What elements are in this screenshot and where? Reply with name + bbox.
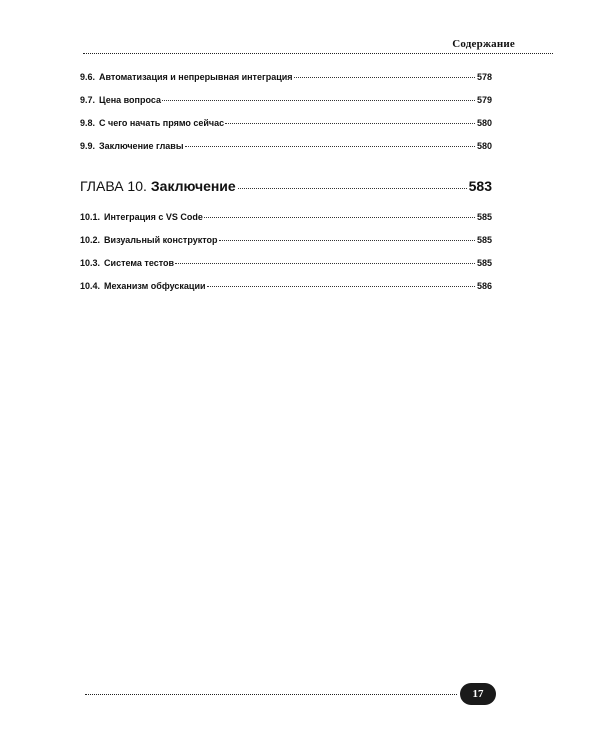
- page-number: 17: [472, 688, 484, 700]
- toc-entry-title: Автоматизация и непрерывная интеграция: [99, 72, 293, 82]
- leader-dots: [207, 286, 475, 287]
- toc-entry-page: 580: [476, 118, 492, 128]
- leader-dots: [294, 77, 475, 78]
- toc-entry-page: 578: [476, 72, 492, 82]
- toc-entry: [80, 257, 492, 269]
- leader-dots: [219, 240, 475, 241]
- toc-entry-page: 585: [476, 258, 492, 268]
- toc-entry-title: Заключение главы: [99, 141, 184, 151]
- toc-entry: [80, 211, 492, 223]
- chapter-page: 583: [468, 178, 492, 194]
- toc-entry-title: Цена вопроса: [99, 95, 161, 105]
- toc-entry: [80, 71, 492, 83]
- toc-entry-page: 586: [476, 281, 492, 291]
- toc-entry-number: 9.9.: [80, 141, 96, 151]
- toc-entry-number: 10.2.: [80, 235, 101, 245]
- toc-entry: [80, 94, 492, 106]
- toc-entry-number: 10.1.: [80, 212, 101, 222]
- chapter-prefix: ГЛАВА 10.: [80, 178, 147, 194]
- header-title: Содержание: [452, 38, 515, 50]
- chapter-title: Заключение: [150, 178, 236, 194]
- toc-entry: [80, 140, 492, 152]
- toc-entry: [80, 280, 492, 292]
- toc-entry-title: Визуальный конструктор: [104, 235, 218, 245]
- toc-entry-page: 585: [476, 235, 492, 245]
- running-header: [0, 38, 600, 52]
- toc-entry-title: С чего начать прямо сейчас: [99, 118, 225, 128]
- header-dotted-rule: [83, 53, 553, 54]
- toc-entry-page: 580: [476, 141, 492, 151]
- toc-entry-page: 585: [476, 212, 492, 222]
- page-number-badge: [460, 683, 496, 705]
- toc-entry-page: 579: [476, 95, 492, 105]
- leader-dots: [162, 100, 475, 101]
- footer-dotted-rule: [85, 694, 457, 695]
- toc-entry-number: 10.3.: [80, 258, 101, 268]
- toc-entry: [80, 234, 492, 246]
- toc-entry-title: Система тестов: [104, 258, 175, 268]
- leader-dots: [225, 123, 475, 124]
- toc-entry-title: Интеграция с VS Code: [104, 212, 203, 222]
- toc-entry-number: 9.6.: [80, 72, 96, 82]
- leader-dots: [185, 146, 475, 147]
- leader-dots: [238, 188, 467, 189]
- leader-dots: [175, 263, 475, 264]
- toc-entry-number: 9.7.: [80, 95, 96, 105]
- toc-entry: [80, 117, 492, 129]
- toc-entry-number: 9.8.: [80, 118, 96, 128]
- toc-entry-title: Механизм обфускации: [104, 281, 206, 291]
- chapter-heading: [80, 178, 492, 194]
- toc-entry-number: 10.4.: [80, 281, 101, 291]
- leader-dots: [204, 217, 475, 218]
